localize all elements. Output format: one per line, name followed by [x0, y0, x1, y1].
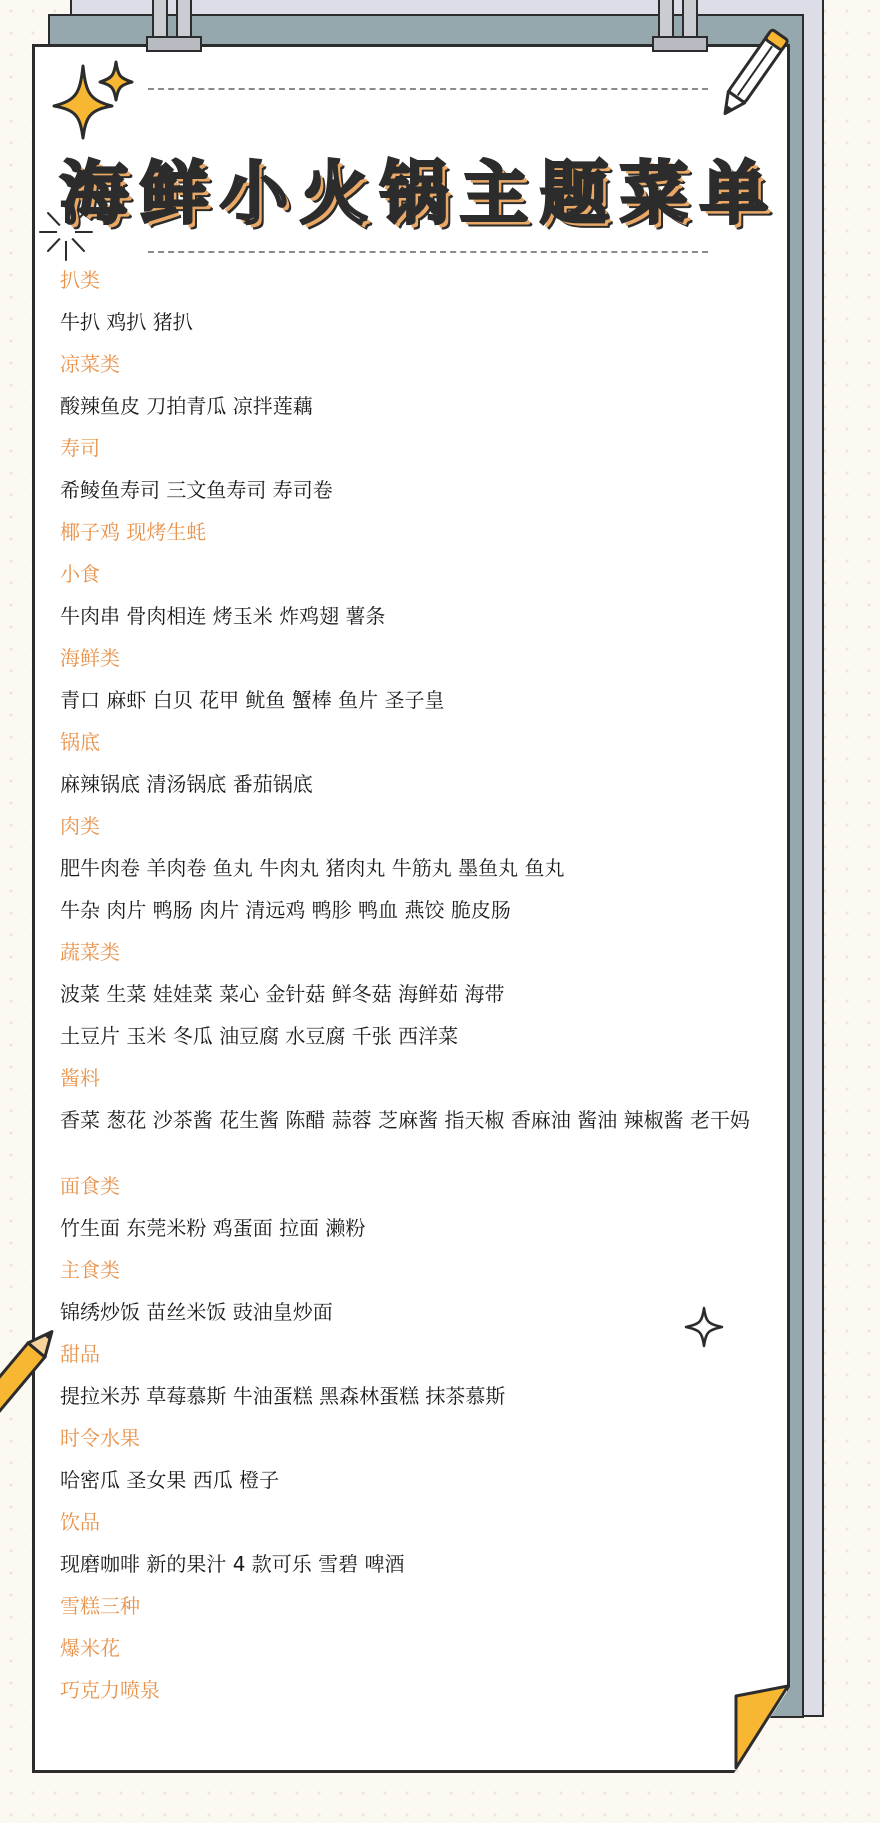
menu-category: 椰子鸡 现烤生蚝	[60, 520, 207, 544]
sparkle-star-icon	[50, 60, 136, 140]
pencil-icon	[0, 1310, 64, 1420]
menu-category: 爆米花	[60, 1636, 120, 1660]
menu-category: 海鲜类	[60, 646, 120, 670]
menu-item-line: 竹生面 东莞米粉 鸡蛋面 拉面 濑粉	[60, 1216, 366, 1240]
menu-category: 肉类	[60, 814, 100, 838]
menu-category: 巧克力喷泉	[60, 1678, 160, 1702]
menu-category: 时令水果	[60, 1426, 140, 1450]
menu-category: 雪糕三种	[60, 1594, 140, 1618]
menu-item-line: 麻辣锅底 清汤锅底 番茄锅底	[60, 772, 313, 796]
pencil-icon	[712, 20, 792, 130]
page-title: 海鲜小火锅主题菜单	[60, 155, 781, 234]
menu-list	[60, 268, 760, 1720]
menu-item-line: 牛肉串 骨肉相连 烤玉米 炸鸡翅 薯条	[60, 604, 386, 628]
menu-category: 甜品	[60, 1342, 100, 1366]
title-rule-top	[148, 88, 708, 90]
menu-item-line: 酸辣鱼皮 刀拍青瓜 凉拌莲藕	[60, 394, 313, 418]
menu-item-line: 现磨咖啡 新的果汁 4 款可乐 雪碧 啤酒	[60, 1552, 405, 1576]
menu-category: 扒类	[60, 268, 100, 292]
menu-category: 饮品	[60, 1510, 100, 1534]
menu-category: 酱料	[60, 1066, 100, 1090]
menu-category: 面食类	[60, 1174, 120, 1198]
menu-item-line: 希鲮鱼寿司 三文鱼寿司 寿司卷	[60, 478, 333, 502]
menu-category: 蔬菜类	[60, 940, 120, 964]
paper-clip-icon	[146, 0, 202, 50]
menu-item-line: 牛杂 肉片 鸭肠 肉片 清远鸡 鸭胗 鸭血 燕饺 脆皮肠	[60, 898, 511, 922]
menu-category: 凉菜类	[60, 352, 120, 376]
title-rule-bottom	[148, 251, 708, 253]
menu-item-line: 青口 麻虾 白贝 花甲 鱿鱼 蟹棒 鱼片 圣子皇	[60, 688, 445, 712]
menu-category: 小食	[60, 562, 100, 586]
menu-item-line: 锦绣炒饭 苗丝米饭 豉油皇炒面	[60, 1300, 333, 1324]
menu-item-line: 波菜 生菜 娃娃菜 菜心 金针菇 鲜冬菇 海鲜茹 海带	[60, 982, 505, 1006]
menu-item-line: 牛扒 鸡扒 猪扒	[60, 310, 193, 334]
menu-item-line: 哈密瓜 圣女果 西瓜 橙子	[60, 1468, 280, 1492]
menu-item-line: 提拉米苏 草莓慕斯 牛油蛋糕 黑森林蛋糕 抹茶慕斯	[60, 1384, 506, 1408]
menu-category: 主食类	[60, 1258, 120, 1282]
menu-category: 锅底	[60, 730, 100, 754]
menu-item-line: 肥牛肉卷 羊肉卷 鱼丸 牛肉丸 猪肉丸 牛筋丸 墨鱼丸 鱼丸	[60, 856, 565, 880]
menu-item-line: 香菜 葱花 沙茶酱 花生酱 陈醋 蒜蓉 芝麻酱 指天椒 香麻油 酱油 辣椒酱 老干妈	[60, 1108, 750, 1132]
paper-clip-icon	[652, 0, 708, 50]
menu-item-line: 土豆片 玉米 冬瓜 油豆腐 水豆腐 千张 西洋菜	[60, 1024, 459, 1048]
menu-category: 寿司	[60, 436, 100, 460]
